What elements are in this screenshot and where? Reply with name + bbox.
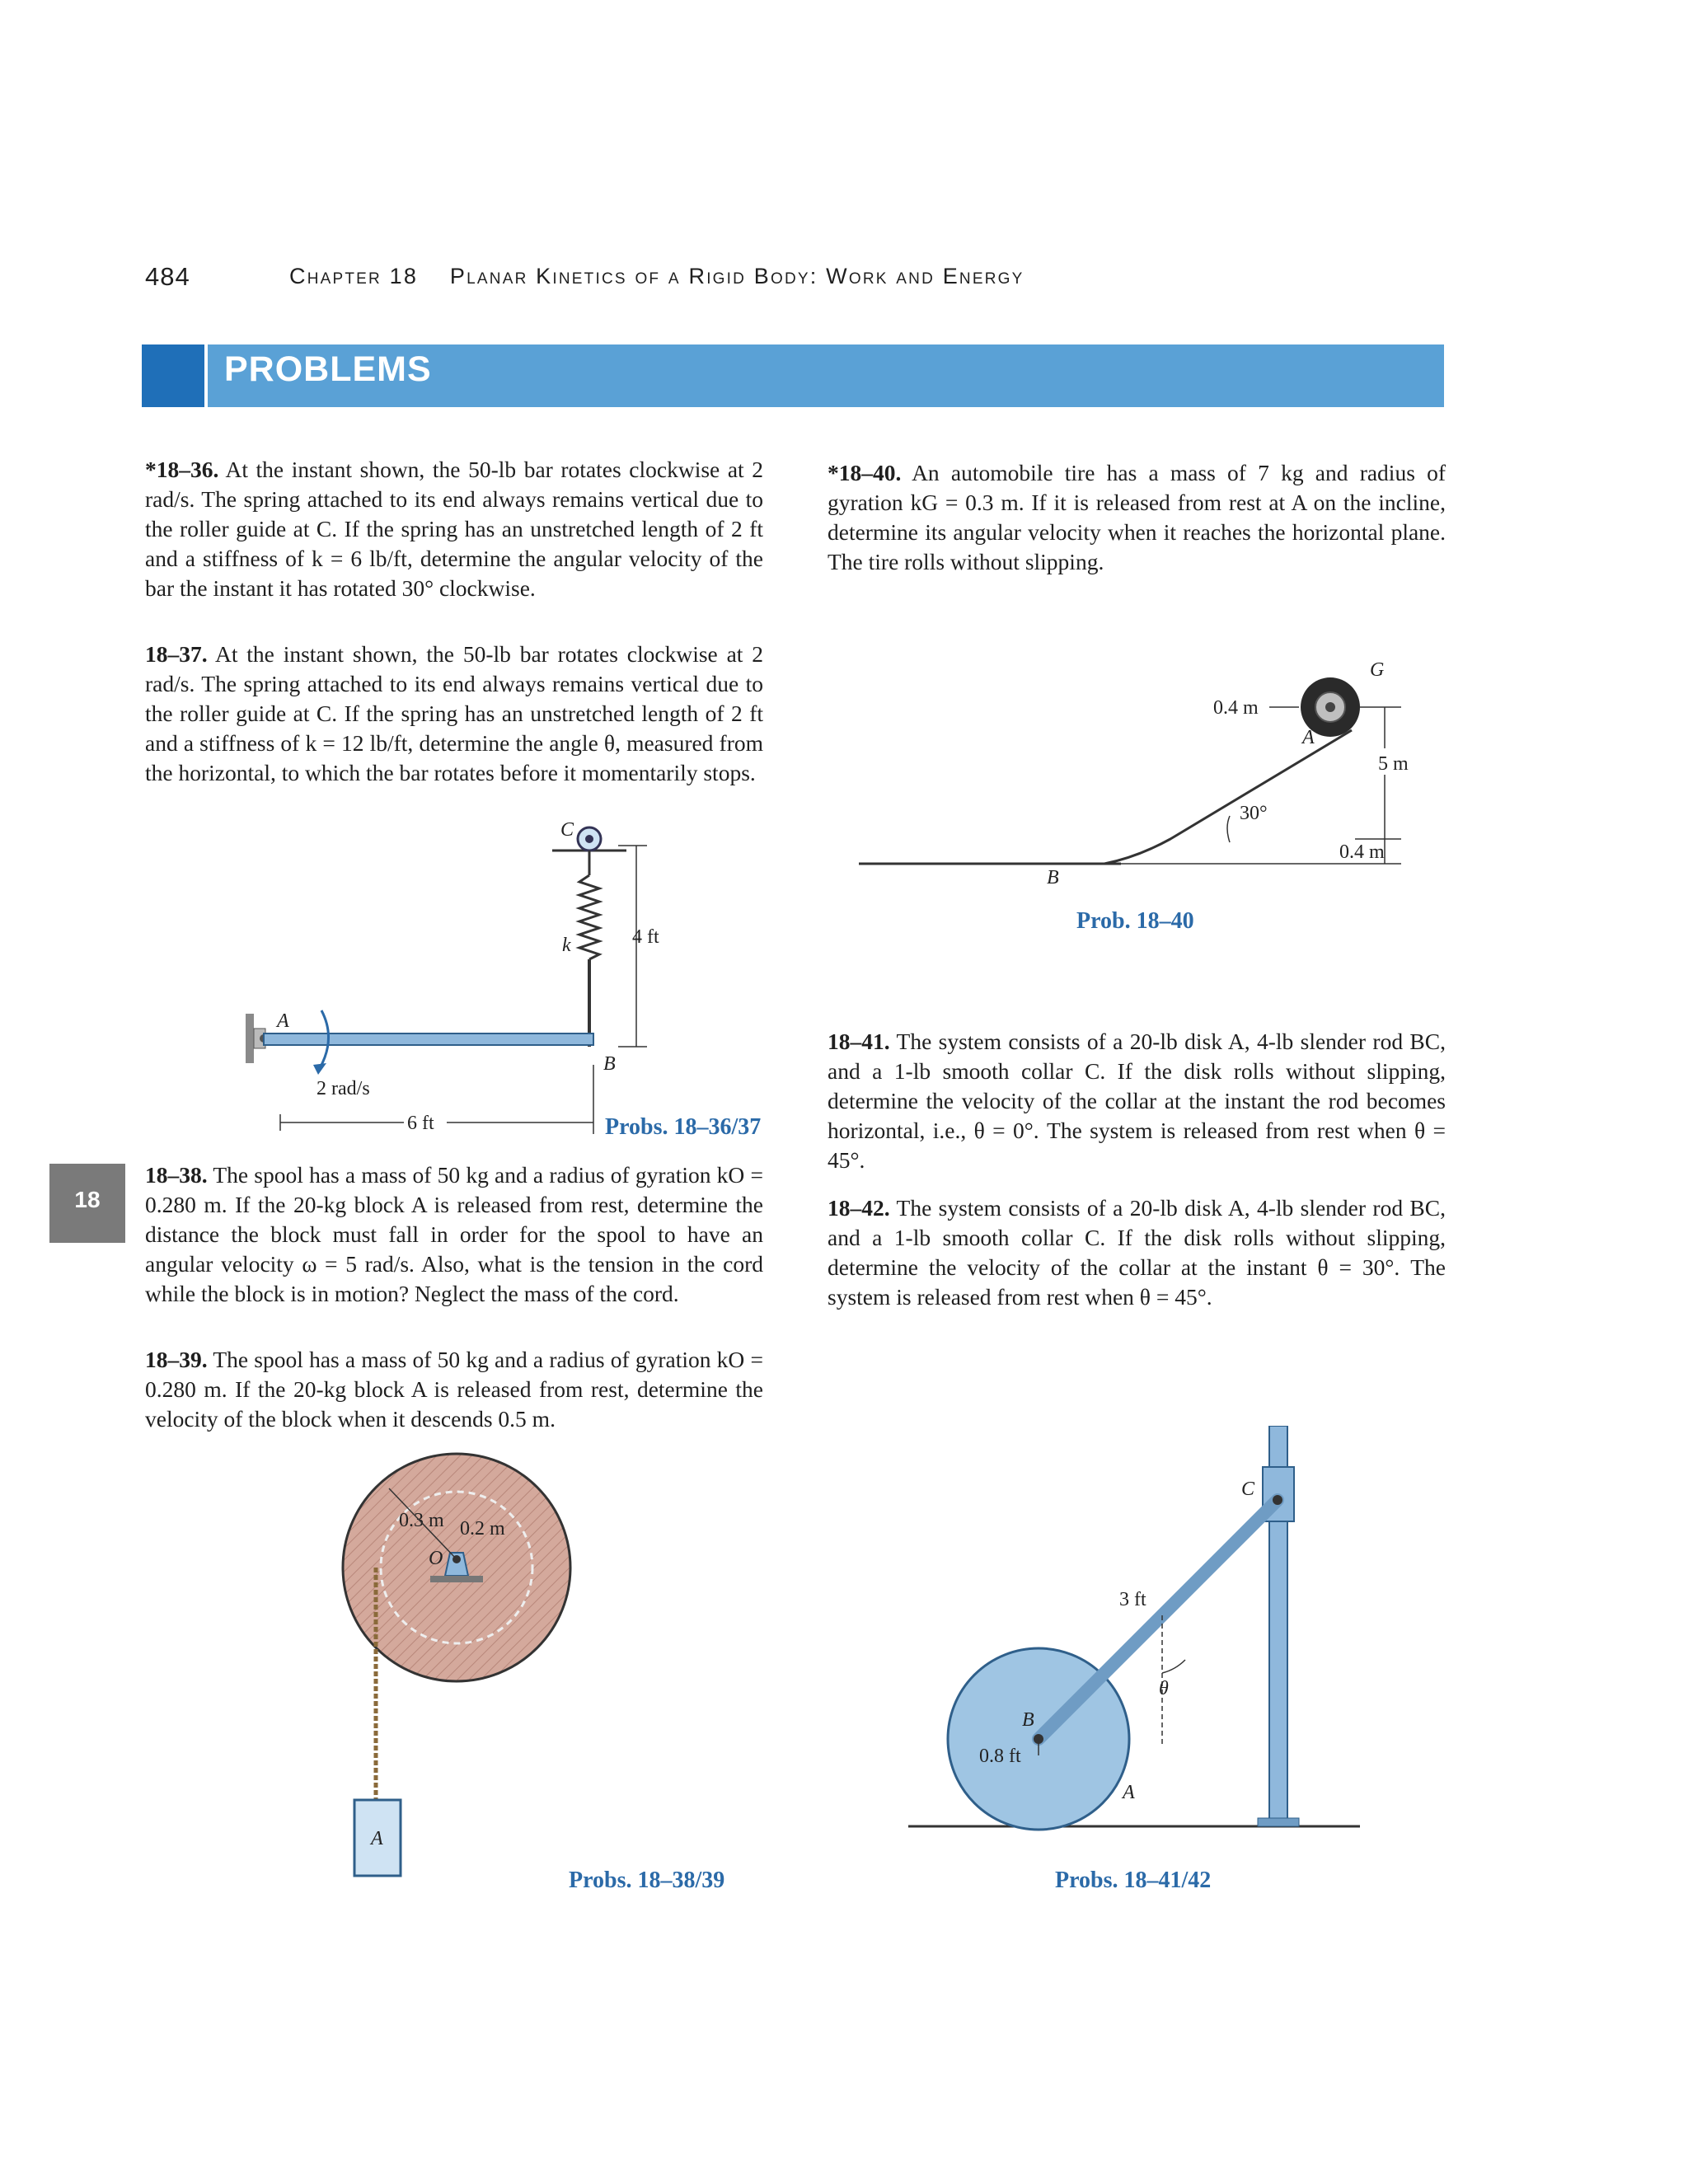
rod-BC [1039,1500,1278,1739]
caption-18-36-37: Probs. 18–36/37 [605,1114,762,1140]
problem-number: 18–42. [828,1195,890,1221]
chapter-tab-label: 18 [74,1187,101,1212]
label-radius: 0.4 m [1213,697,1259,719]
label-omega: 2 rad/s [316,1078,370,1099]
problem-number: 18–39. [145,1347,208,1372]
problem-18-38 [145,1160,763,1309]
banner-square [142,344,204,407]
label-A: A [1302,727,1315,748]
label-A: A [371,1828,383,1849]
problem-18-40 [828,458,1446,577]
figure-tire-incline [857,651,1434,898]
bar-AB [264,1033,593,1045]
page-number: 484 [145,262,190,291]
banner-divider [204,344,208,407]
problem-number: 18–41. [828,1029,890,1054]
problem-18-39 [145,1345,763,1434]
label-radius: 0.8 ft [979,1746,1021,1767]
label-C: C [1241,1479,1255,1500]
problem-text: At the instant shown, the 50-lb bar rotates clockwise at 2 rad/s. The spring attached to its end always remains vertical due to the roller guide at C. If the spring has an unstretched length of 2 ft and a stiffness of [145,457,764,571]
problem-18-37 [145,640,763,788]
caption-18-40: Prob. 18–40 [1076,908,1194,934]
label-rod: 3 ft [1119,1589,1146,1610]
label-B: B [1022,1709,1034,1731]
problem-text: The spool has a mass of 50 kg and a radius of gyration kO = 0.280 m. If the 20-kg block A is released from rest, determine the velocity of the block when it descends 0.5 m. [145,1347,763,1432]
problem-text-end: determine the angular velocity of the bar the instant it has rotated 30° clockwise. [145,546,763,601]
incline-surface [1104,730,1352,864]
caption-18-38-39: Probs. 18–38/39 [569,1868,725,1893]
figure-disk-rod-collar [907,1426,1368,1854]
angle-arc [1227,816,1230,842]
label-C: C [560,819,574,841]
label-bottom: 0.4 m [1339,841,1385,863]
post-base [1258,1818,1299,1826]
label-inner: 0.2 m [460,1518,505,1540]
caption-18-41-42: Probs. 18–41/42 [1055,1868,1212,1893]
label-O: O [429,1548,443,1569]
hub-center [1325,702,1335,712]
problem-text: An automobile tire has a mass of 7 kg and radius of gyration kG = 0.3 m. If it is released from rest at A on the incline, determine its angular velocity when it reaches the horizontal plane. The tire rolls without slipping. [828,460,1446,574]
figure-spool [323,1452,587,1881]
problem-18-36 [145,455,763,603]
problem-text: At the instant shown, the 50-lb bar rotates clockwise at 2 rad/s. The spring attached to its end always remains vertical due to the roller guide at C. If the spring has an unstretched length of 2 ft and a stiffness of [145,641,764,756]
figure-bar-spring [231,818,791,1147]
theta-arc [1162,1660,1185,1673]
problem-text: The system consists of a 20-lb disk A, 4-lb slender rod BC, and a 1-lb smooth collar C. If the disk rolls without slipping, determine the velocity of the collar at the instant θ = 30°. The system is released from rest when θ = 45°. [828,1195,1446,1310]
label-angle: 30° [1240,803,1268,824]
label-G: G [1370,659,1385,681]
problem-18-41 [828,1027,1446,1175]
problem-number: *18–40. [828,460,902,485]
label-outer: 0.3 m [399,1510,444,1531]
chapter-title: Planar Kinetics of a Rigid Body: Work and Energy [449,264,1025,288]
label-theta: θ [1159,1678,1169,1699]
label-length: 6 ft [407,1113,434,1134]
problem-18-42 [828,1193,1446,1312]
problem-number: *18–36. [145,457,219,482]
problem-number: 18–37. [145,641,208,667]
label-A: A [1123,1782,1135,1803]
wall-support [246,1014,254,1063]
support-base [430,1576,483,1582]
banner-title: PROBLEMS [224,349,432,389]
problem-stiffness: k = 12 lb/ft, [305,730,414,756]
problem-text-end: determine the angle θ, measured from the horizontal, to which the bar rotates before it momentarily stops. [145,730,764,785]
problem-text: The system consists of a 20-lb disk A, 4-lb slender rod BC, and a 1-lb smooth collar C. If the disk rolls without slipping, determine the velocity of the collar at the instant the rod becomes horizontal, i.e., θ = 0°. The system is released from rest when θ = 45°. [828,1029,1446,1173]
label-height: 5 m [1378,753,1409,775]
label-B: B [603,1053,616,1075]
chapter-heading [289,264,1025,289]
spring-coil-icon [579,875,599,959]
label-k: k [562,935,571,956]
roller-hub [585,835,593,843]
problem-stiffness: k = 6 lb/ft, [312,546,413,571]
problem-text: The spool has a mass of 50 kg and a radius of gyration kO = 0.280 m. If the 20-kg block A is released from rest, determine the distance the block must fall in order for the spool to have an angular velocity ω = 5 rad/s. Also, what is the tension in the cord while the block is in motion? Neglect the mass of the cord. [145,1162,763,1306]
arrow-head-icon [313,1063,326,1075]
chapter-label: Chapter 18 [289,264,419,288]
problem-number: 18–38. [145,1162,208,1188]
pin-C [1273,1495,1282,1505]
label-B: B [1047,867,1059,888]
label-height: 4 ft [632,926,659,948]
label-A: A [277,1010,289,1032]
